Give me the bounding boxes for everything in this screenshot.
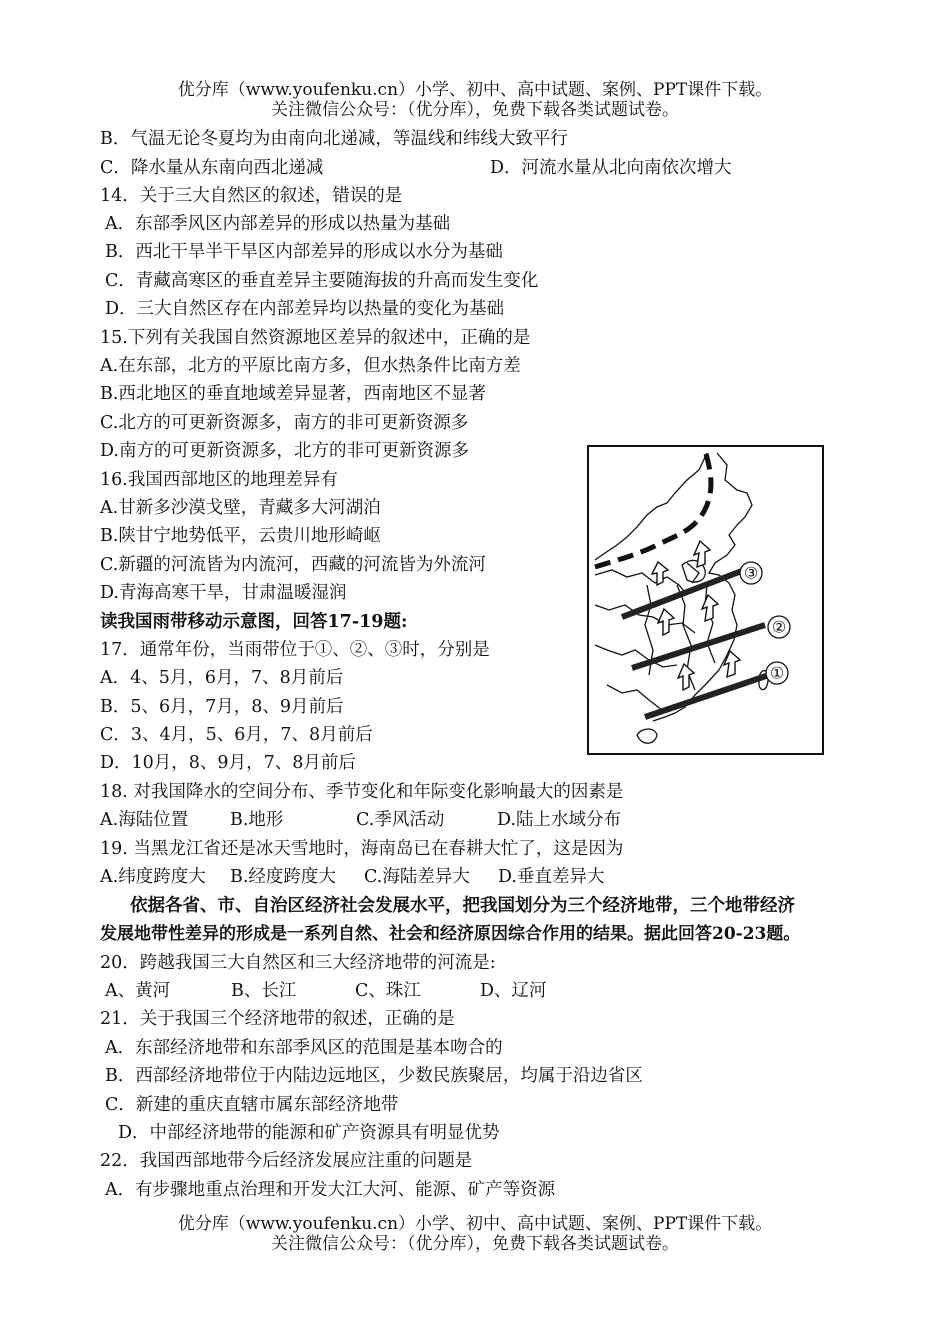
- q22-stem: 22．我国西部地带今后经济发展应注重的问题是: [100, 1151, 473, 1171]
- q16-stem: 16.我国西部地区的地理差异有: [100, 470, 338, 490]
- q17-option-d: D．10月，8、9月，7、8月前后: [100, 753, 356, 773]
- q17-option-b: B．5、6月，7月，8、9月前后: [100, 697, 344, 717]
- q21-option-a: A．东部经济地带和东部季风区的范围是基本吻合的: [105, 1038, 503, 1058]
- q19-option-a: A.纬度跨度大: [100, 867, 206, 887]
- map-label-3: ③: [743, 563, 759, 583]
- rain-belt-map: [587, 445, 824, 755]
- q13-option-d: D．河流水量从北向南依次增大: [490, 158, 732, 178]
- q22-option-a: A．有步骤地重点治理和开发大江大河、能源、矿产等资源: [105, 1180, 556, 1200]
- q20-option-a: A、黄河: [105, 981, 171, 1001]
- q16-option-b: B.陕甘宁地势低平，云贵川地形崎岖: [100, 526, 381, 546]
- header-line-1: 优分库（www.youfenku.cn）小学、初中、高中试题、案例、PPT课件下载。: [177, 80, 773, 100]
- q16-option-c: C.新疆的河流皆为内流河，西藏的河流皆为外流河: [100, 555, 486, 575]
- footer-line-2: 关注微信公众号：（优分库），免费下载各类试题试卷。: [271, 1234, 679, 1254]
- q19-stem: 19. 当黑龙江省还是冰天雪地时，海南岛已在春耕大忙了，这是因为: [100, 839, 624, 859]
- header-line-2: 关注微信公众号：（优分库），免费下载各类试题试卷。: [271, 100, 679, 120]
- q14-option-b: B．西北干旱半干旱区内部差异的形成以水分为基础: [105, 242, 503, 262]
- q18-stem: 18. 对我国降水的空间分布、季节变化和年际变化影响最大的因素是: [100, 782, 624, 802]
- q14-option-a: A．东部季风区内部差异的形成以热量为基础: [105, 214, 451, 234]
- q18-option-c: C.季风活动: [356, 810, 445, 830]
- q17-option-a: A．4、5月，6月，7、8月前后: [100, 668, 344, 688]
- q16-option-a: A.甘新多沙漠戈壁，青藏多大河湖泊: [100, 498, 381, 518]
- q17-option-c: C．3、4月，5、6月，7、8月前后: [100, 725, 373, 745]
- q16-option-d: D.青海高寒干旱，甘肃温暖湿润: [100, 583, 347, 603]
- q20-option-d: D、辽河: [480, 981, 547, 1001]
- q15-option-a: A.在东部，北方的平原比南方多，但水热条件比南方差: [100, 356, 521, 376]
- section-intro-20-23-line-2: 发展地带性差异的形成是一系列自然、社会和经济原因综合作用的结果。据此回答20-23题。: [100, 924, 801, 944]
- q20-option-c: C、珠江: [355, 981, 421, 1001]
- q18-option-a: A.海陆位置: [100, 810, 189, 830]
- q14-option-d: D．三大自然区存在内部差异均以热量的变化为基础: [105, 299, 505, 319]
- q15-option-c: C.北方的可更新资源多，南方的非可更新资源多: [100, 413, 469, 433]
- q19-option-d: D.垂直差异大: [498, 867, 605, 887]
- q14-option-c: C．青藏高寒区的垂直差异主要随海拔的升高而发生变化: [105, 271, 539, 291]
- q15-stem: 15.下列有关我国自然资源地区差异的叙述中，正确的是: [100, 328, 531, 348]
- map-label-2: ②: [771, 617, 787, 637]
- q21-stem: 21．关于我国三个经济地带的叙述，正确的是: [100, 1009, 455, 1029]
- q14-stem: 14．关于三大自然区的叙述，错误的是: [100, 186, 403, 206]
- q18-option-b: B.地形: [230, 810, 284, 830]
- q21-option-b: B．西部经济地带位于内陆边远地区，少数民族聚居，均属于沿边省区: [105, 1066, 643, 1086]
- q18-option-d: D.陆上水域分布: [497, 810, 621, 830]
- q20-option-b: B、长江: [231, 981, 297, 1001]
- q15-option-d: D.南方的可更新资源多，北方的非可更新资源多: [100, 441, 469, 461]
- q20-stem: 20．跨越我国三大自然区和三大经济地带的河流是:: [100, 953, 496, 973]
- section-intro-20-23-line-1: 依据各省、市、自治区经济社会发展水平，把我国划分为三个经济地带，三个地带经济: [130, 896, 795, 916]
- q21-option-c: C．新建的重庆直辖市属东部经济地带: [105, 1095, 399, 1115]
- q13-option-b: B．气温无论冬夏均为由南向北递减，等温线和纬线大致平行: [100, 129, 568, 149]
- q15-option-b: B.西北地区的垂直地域差异显著，西南地区不显著: [100, 384, 486, 404]
- footer-line-1: 优分库（www.youfenku.cn）小学、初中、高中试题、案例、PPT课件下载。: [177, 1214, 773, 1234]
- q19-option-b: B.经度跨度大: [230, 867, 336, 887]
- q21-option-d: D．中部经济地带的能源和矿产资源具有明显优势: [118, 1123, 500, 1143]
- section-heading-17-19: 读我国雨带移动示意图，回答17-19题:: [100, 612, 408, 632]
- q17-stem: 17．通常年份，当雨带位于①、②、③时，分别是: [100, 640, 490, 660]
- map-label-1: ①: [769, 663, 785, 683]
- q19-option-c: C.海陆差异大: [364, 867, 470, 887]
- q13-option-c: C．降水量从东南向西北递减: [100, 158, 324, 178]
